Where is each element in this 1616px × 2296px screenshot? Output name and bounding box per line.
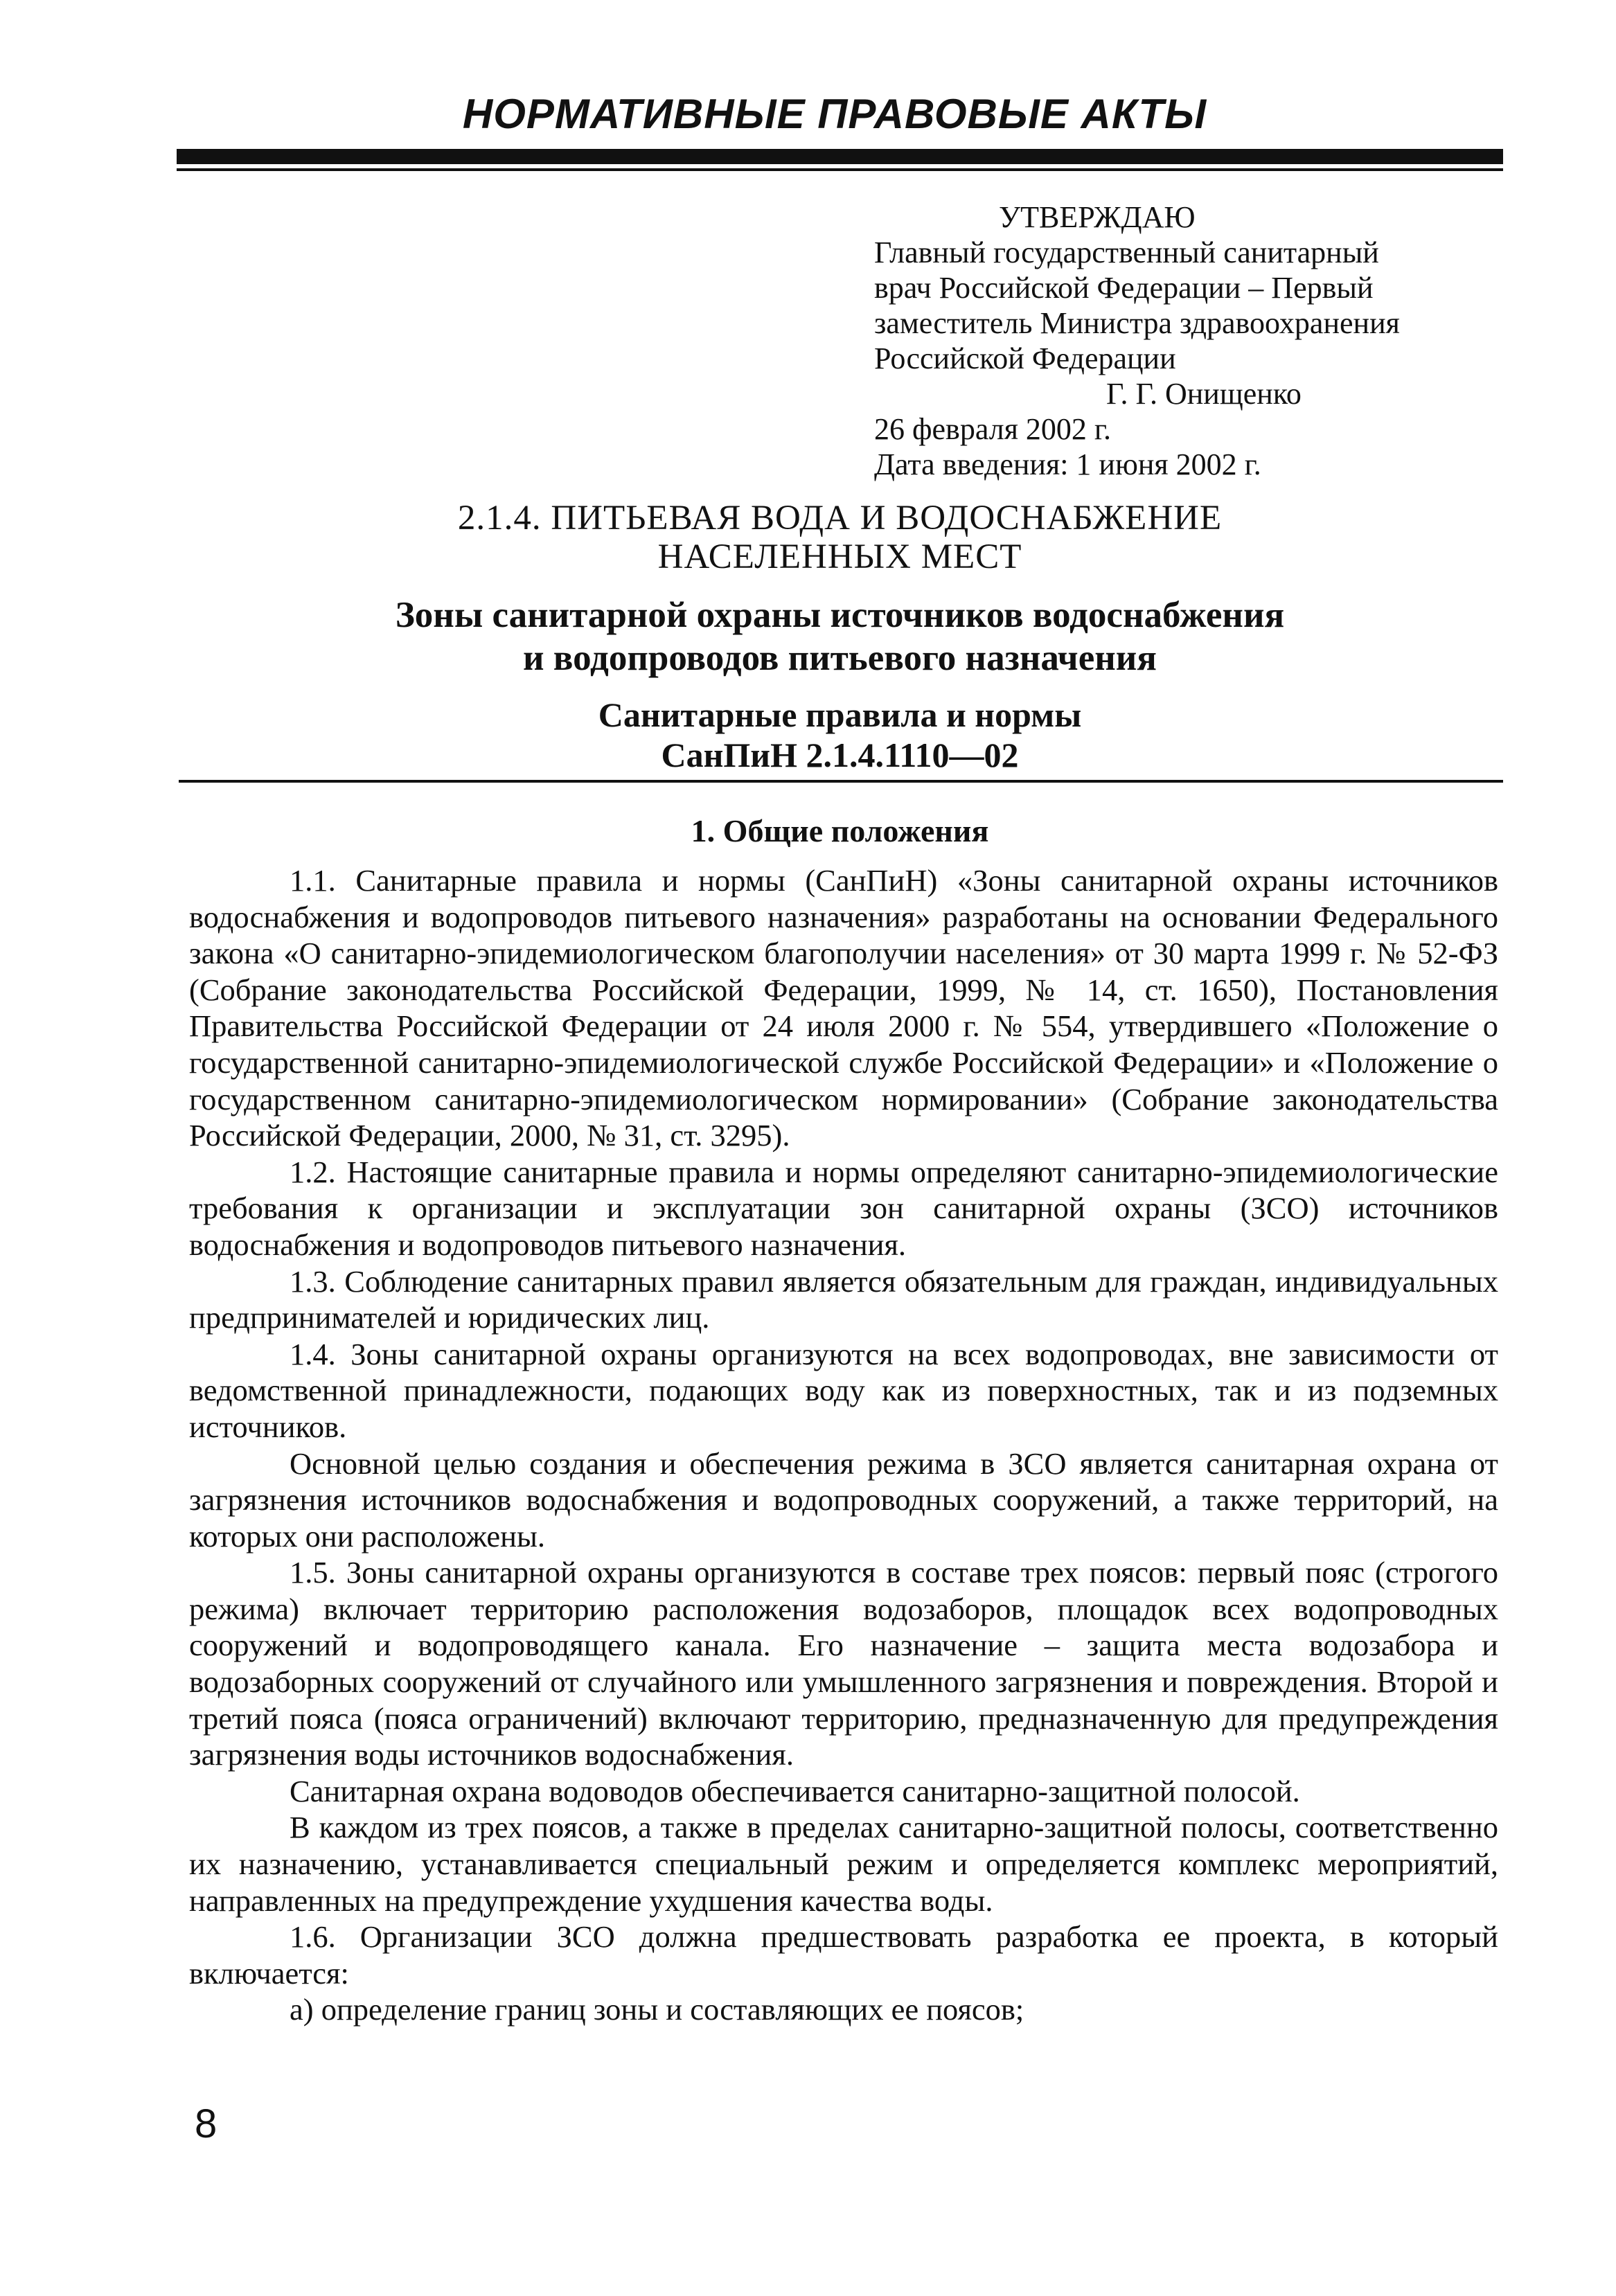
approval-effective-date: Дата введения: 1 июня 2002 г.: [874, 447, 1261, 481]
document-subtitle-line: Санитарные правила и нормы: [598, 695, 1082, 734]
title-divider: [179, 780, 1503, 783]
body-text: [189, 862, 1498, 2028]
header-rule-thin: [177, 168, 1503, 171]
approval-position-line: Российской Федерации: [874, 341, 1176, 375]
journal-section-header: НОРМАТИВНЫЕ ПРАВОВЫЕ АКТЫ: [462, 91, 1207, 137]
approval-signatory: Г. Г. Онищенко: [1106, 377, 1302, 411]
approval-position-line: заместитель Министра здравоохранения: [874, 306, 1400, 340]
paragraph: а) определение границ зоны и составляющих ее поясов;: [290, 1992, 1024, 2027]
approval-heading: УТВЕРЖДАЮ: [999, 200, 1196, 234]
paragraph: 1.5. Зоны санитарной охраны организуются в составе трех поясов: первый пояс (строгого режима) включает территорию расположения водозаборов, площадок всех водопроводных сооружений и водопроводящего канала. Его назначение – защита места водозабора и водозаборных сооружений от случайного или умышленного загрязнения и повреждения. Второй и третий пояса (пояса ограничений) включают территорию, предназначенную для предупреждения загрязнения воды источников водоснабжения.: [189, 1555, 1498, 1772]
paragraph: 1.4. Зоны санитарной охраны организуются на всех водопроводах, вне зависимости от ведомственной принадлежности, подающих воду как из поверхностных, так и из подземных источников.: [189, 1336, 1498, 1444]
paragraph: 1.3. Соблюдение санитарных правил является обязательным для граждан, индивидуальных предпринимателей и юридических лиц.: [189, 1263, 1498, 1335]
paragraph: 1.6. Организации ЗСО должна предшествовать разработка ее проекта, в который включается:: [189, 1919, 1498, 1991]
page-number: 8: [195, 2101, 217, 2146]
paragraph: 1.2. Настоящие санитарные правила и нормы определяют санитарно-эпидемиологические требования к организации и эксплуатации зон санитарной охраны (ЗСО) источников водоснабжения и водопроводов питьевого назначения.: [189, 1154, 1498, 1262]
section-heading-line: 2.1.4. ПИТЬЕВАЯ ВОДА И ВОДОСНАБЖЕНИЕ: [457, 499, 1223, 537]
document-code: СанПиН 2.1.4.1110—02: [661, 736, 1019, 774]
paragraph: 1.1. Санитарные правила и нормы (СанПиН) «Зоны санитарной охраны источников водоснабжения и водопроводов питьевого назначения» разработаны на основании Федерального закона «О санитарно-эпидемиологическом благополучии населения» от 30 марта 1999 г. № 52-ФЗ (Собрание законодательства Российской Федерации, 1999, № 14, ст. 1650), Постановления Правительства Российской Федерации от 24 июля 2000 г. № 554, утвердившего «Положение о государственной санитарно-эпидемиологической службе Российской Федерации» и «Положение о государственном санитарно-эпидемиологическом нормировании» (Собрание законодательства Российской Федерации, 2000, № 31, ст. 3295).: [189, 863, 1498, 1153]
document-title-line: Зоны санитарной охраны источников водоснабжения: [395, 595, 1285, 635]
document-title-line: и водопроводов питьевого назначения: [523, 638, 1157, 678]
paragraph: Санитарная охрана водоводов обеспечивается санитарно-защитной полосой.: [290, 1773, 1300, 1808]
paragraph: Основной целью создания и обеспечения режима в ЗСО является санитарная охрана от загрязнения источников водоснабжения и водопроводных сооружений, а также территорий, на которых они расположены.: [189, 1445, 1498, 1554]
approval-position-line: Главный государственный санитарный: [874, 235, 1379, 269]
paragraph: В каждом из трех поясов, а также в пределах санитарно-защитной полосы, соответственно их назначению, устанавливается специальный режим и определяется комплекс мероприятий, направленных на предупреждение ухудшения качества воды.: [189, 1810, 1498, 1918]
approval-position-line: врач Российской Федерации – Первый: [874, 271, 1374, 305]
section-heading: [177, 499, 1503, 576]
section-heading-line: НАСЕЛЕННЫХ МЕСТ: [657, 537, 1022, 576]
approval-block: [874, 199, 1498, 482]
approval-date: 26 февраля 2002 г.: [874, 412, 1112, 446]
header-rule-thick: [177, 149, 1503, 164]
chapter-title: 1. Общие положения: [691, 813, 989, 848]
document-subtitle: [177, 695, 1503, 775]
document-title: [177, 594, 1503, 679]
